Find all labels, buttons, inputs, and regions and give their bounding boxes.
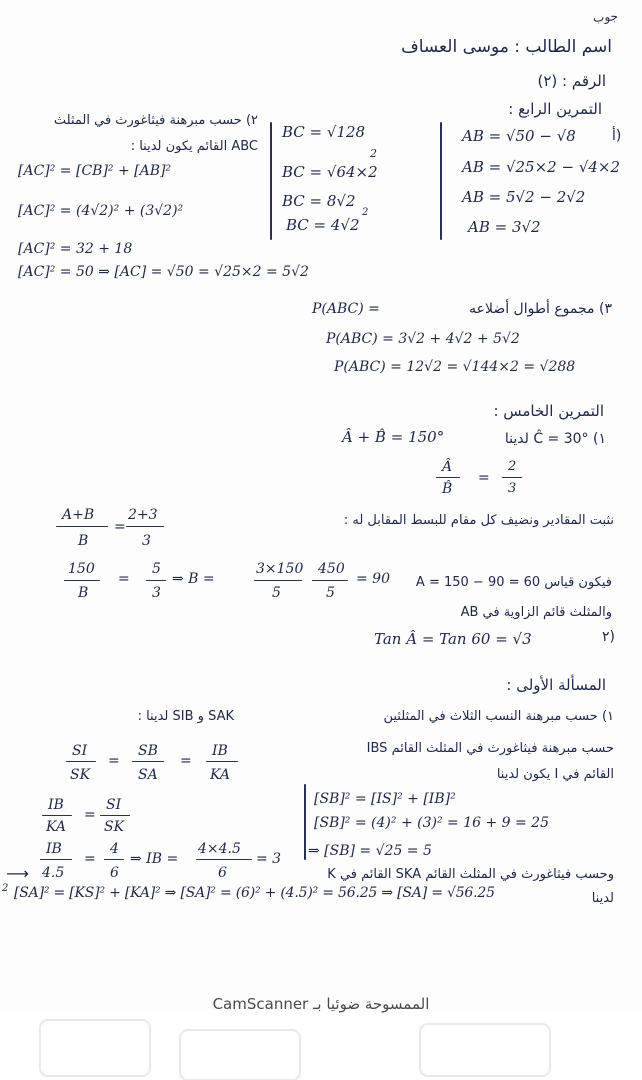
problem-ska-text: وحسب فيثاغورث في المثلث القائم SKA القائم في K: [327, 867, 614, 882]
problem-py-line-1: [SB]² = [IS]² + [IB]²: [314, 791, 456, 807]
ex4-2-line-2: [AC]² = (4√2)² + (3√2)²: [18, 203, 184, 219]
ex4-bc-line-1-sub: 2: [370, 147, 377, 160]
student-number: الرقم : (٢): [537, 72, 606, 90]
problem-ib-l-bar: [40, 859, 72, 860]
ex5-tan-label: ٢): [602, 629, 615, 645]
ex4-a-brace: [440, 122, 442, 240]
ex5-a-text-2: والمثلث قائم الزاوية في AB: [460, 605, 612, 620]
ex4-a-line-3: AB = 5√2 − 2√2: [462, 188, 586, 206]
problem-ib-f2-num: SI: [106, 797, 122, 813]
ex5-p1-rden: 3: [142, 533, 151, 549]
scanner-footer: [0, 1010, 642, 1080]
ex5-line-1: ١) Ĉ = 30° لدينا: [504, 431, 606, 447]
ex5-p1-num: A+B: [62, 507, 95, 523]
ex4-3-line-2: P(ABC) = 3√2 + 4√2 + 5√2: [326, 331, 520, 347]
problem-ib-end: = 3: [256, 851, 282, 867]
problem-ib-m-den: 6: [110, 865, 119, 881]
problem-ib-f1-den: KA: [46, 819, 67, 835]
ex5-p2-num: 150: [68, 561, 95, 577]
ex5-p2-res: ⇒ B =: [172, 571, 215, 587]
ex4-3-line-1: P(ABC) =: [312, 301, 380, 317]
problem-ib-f1-bar: [42, 815, 72, 816]
problem-py-line-3: ⇒ [SB] = √25 = 5: [308, 843, 432, 859]
problem-ratio-3-num: IB: [212, 743, 228, 759]
exercise-4-title: التمرين الرابع :: [508, 100, 602, 118]
ex5-p2-f1-den: 5: [272, 585, 281, 601]
problem-ib-f2-bar: [100, 815, 130, 816]
ex5-ratio-3: 3: [508, 481, 517, 496]
problem-ib-m-bar: [104, 859, 124, 860]
ex5-p2-bar: [64, 580, 100, 581]
problem-ratio-2-den: SA: [138, 767, 158, 783]
ex5-proportion-text: نثبت المقادير ونضيف كل مقام للبسط المقابل له :: [343, 513, 614, 528]
problem-ratio-eq-1: =: [108, 753, 120, 769]
problem-py-line-2: [SB]² = (4)² + (3)² = 16 + 9 = 25: [314, 815, 549, 831]
ex4-2-line-3: [AC]² = 32 + 18: [18, 241, 133, 257]
problem-pythagoras-brace: [304, 784, 306, 860]
ex5-p2-f2-num: 450: [318, 561, 345, 577]
problem-pythagoras-text: حسب مبرهنة فيثاغورث في المثلث القائم IBS: [366, 741, 614, 756]
problem-ib-eq-1: =: [84, 807, 96, 823]
problem-pythagoras-text-2: القائم في I يكون لدينا: [496, 767, 614, 782]
ex5-title: التمرين الخامس :: [493, 402, 604, 420]
problem-ratio-2-bar: [132, 761, 164, 762]
problem-ratio-3-den: KA: [210, 767, 231, 783]
ex5-p2-eq: =: [118, 571, 130, 587]
problem-line-1: ١) حسب مبرهنة النسب الثلاث في المثلثين: [383, 709, 614, 724]
ex5-p1-eq: =: [114, 519, 126, 535]
ex4-bc-line-4: BC = 4√2: [286, 216, 360, 234]
problem-ratio-eq-2: =: [180, 753, 192, 769]
ex5-p2-end: = 90: [356, 571, 390, 587]
problem-ib-f2-den: SK: [104, 819, 125, 835]
ex5-p1-bar: [56, 526, 108, 527]
ex5-p2-f2-den: 5: [326, 585, 335, 601]
problem-ib-l-den: 4.5: [42, 865, 65, 881]
header-mark: جوب: [592, 9, 619, 25]
ex5-ratio-bar-1: [436, 477, 460, 478]
problem-line-1b: SAK و SIB لدينا :: [137, 709, 234, 724]
ex5-ratio-eq: =: [478, 470, 490, 486]
ex5-p2-f2-bar: [312, 580, 348, 581]
problem-ib-res-den: 6: [218, 865, 227, 881]
ex4-bc-line-1: BC = √128: [282, 123, 366, 141]
problem-arrow-label: 2: [2, 883, 9, 894]
ex5-p2-mid-bar: [146, 580, 166, 581]
ex5-p2-f1-bar: [254, 580, 302, 581]
ex4-a-line-1: AB = √50 − √8: [462, 127, 576, 145]
problem-ska-text-2: لدينا: [591, 891, 614, 906]
ex4-a-label: أ): [612, 128, 622, 144]
ex5-ratio-bar-2: [502, 477, 522, 478]
ex4-bc-brace: [270, 122, 272, 240]
ex5-p1-rnum: 2+3: [128, 507, 158, 523]
problem-ib-eq-2: =: [84, 851, 96, 867]
ex5-a-text: فيكون قياس A = 150 − 90 = 60: [415, 575, 612, 590]
ex4-2-intro: ٢) حسب مبرهنة فيثاغورث في المثلث: [53, 113, 258, 128]
ex4-2-line-1: [AC]² = [CB]² + [AB]²: [18, 163, 172, 179]
problem-ratio-3-bar: [206, 761, 238, 762]
problem-arrow-icon: ⟶: [6, 864, 29, 883]
ex4-2-line-4: [AC]² = 50 ⇒ [AC] = √50 = √25×2 = 5√2: [18, 264, 309, 280]
problem-ib-res: ⇒ IB =: [130, 851, 179, 867]
problem-title: المسألة الأولى :: [506, 676, 606, 694]
problem-ib-l-num: IB: [46, 841, 62, 857]
problem-ib-m-num: 4: [110, 841, 119, 857]
scanner-caption: الممسوحة ضوئيا بـ CamScanner: [212, 995, 430, 1013]
ex4-3-line-3: P(ABC) = 12√2 = √144×2 = √288: [334, 359, 576, 375]
ex4-bc-line-3-sub: 2: [362, 207, 369, 218]
ex5-sum-angles: Â + B̂ = 150°: [342, 428, 445, 446]
ex4-3-title: ٣) مجموع أطوال أضلاعه: [469, 301, 612, 317]
ex5-tan-eq: Tan Â = Tan 60 = √3: [374, 630, 532, 648]
ex4-2-intro-b: ABC القائم يكون لدينا :: [130, 139, 258, 154]
ex4-a-line-2: AB = √25×2 − √4×2: [462, 158, 621, 176]
ex5-ratio-b: B̂: [442, 481, 453, 497]
problem-last-line: [SA]² = [KS]² + [KA]² ⇒ [SA]² = (6)² + (4.5)² = 56.25 ⇒ [SA] = √56.25: [14, 885, 495, 901]
problem-ratio-2-num: SB: [138, 743, 158, 759]
ex4-bc-line-3: BC = 8√2: [282, 192, 356, 210]
ex5-p2-den: B: [78, 585, 89, 601]
ex5-p2-f1-num: 3×150: [256, 561, 304, 577]
ex4-a-line-4: AB = 3√2: [468, 218, 541, 236]
problem-ib-res-bar: [196, 859, 252, 860]
ex5-p2-mid-num: 5: [152, 561, 161, 577]
ex5-p2-mid-den: 3: [152, 585, 161, 601]
problem-ratio-1-num: SI: [72, 743, 88, 759]
problem-ratio-1-bar: [66, 761, 96, 762]
ex5-p1-den: B: [78, 533, 89, 549]
problem-ratio-1-den: SK: [70, 767, 91, 783]
ex5-ratio-a: Â: [442, 459, 453, 475]
student-name: اسم الطالب : موسى العساف: [401, 37, 612, 57]
ex5-ratio-2: 2: [508, 459, 517, 474]
problem-ib-f1-num: IB: [48, 797, 64, 813]
camscanner-watermark-icon: [0, 1010, 642, 1080]
ex4-bc-line-2: BC = √64×2: [282, 163, 378, 181]
ex5-p1-rbar: [126, 526, 164, 527]
problem-ib-res-num: 4×4.5: [198, 841, 241, 857]
